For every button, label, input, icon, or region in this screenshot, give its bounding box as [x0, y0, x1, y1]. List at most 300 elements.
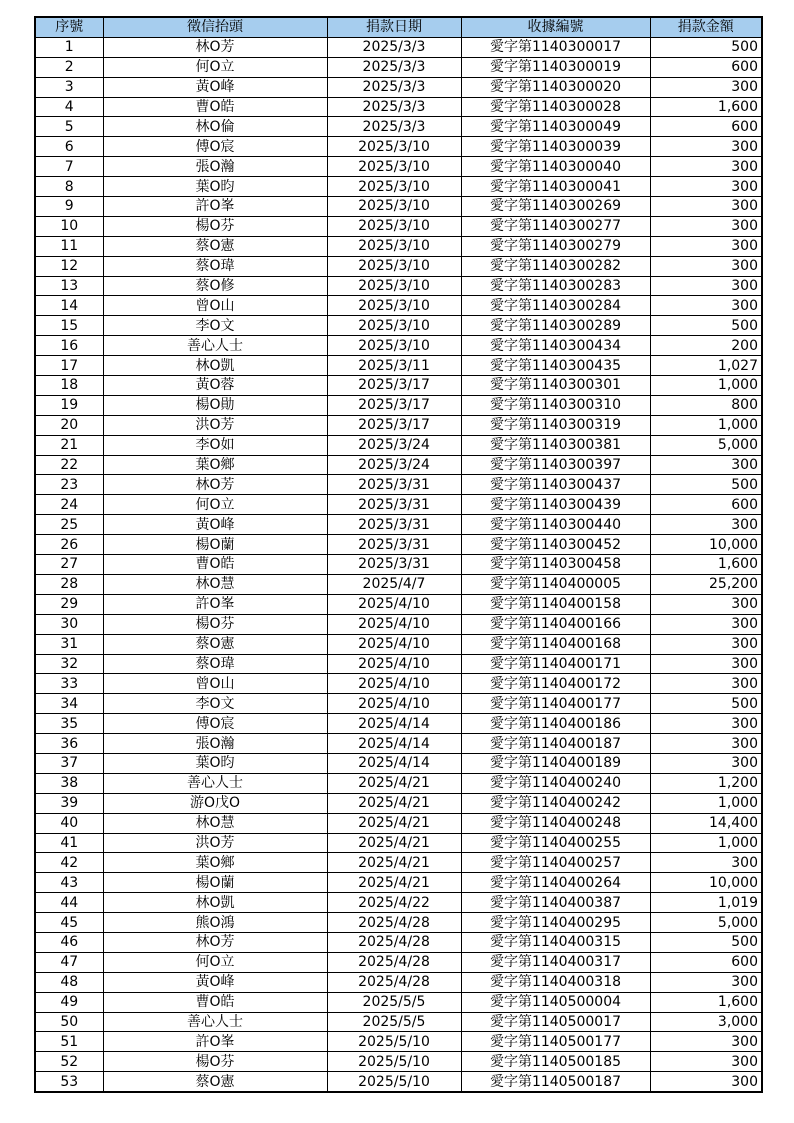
cell-title: 曹O皓 — [103, 992, 327, 1012]
cell-receipt: 愛字第1140400248 — [461, 813, 650, 833]
cell-title: 游O戊O — [103, 793, 327, 813]
cell-title: 楊O蘭 — [103, 873, 327, 893]
cell-amount: 5,000 — [650, 913, 762, 933]
cell-title: 善心人士 — [103, 336, 327, 356]
cell-receipt: 愛字第1140300017 — [461, 37, 650, 57]
cell-title: 許O峯 — [103, 594, 327, 614]
table-row — [35, 654, 762, 674]
cell-date: 2025/5/10 — [327, 1052, 461, 1072]
cell-title: 李O文 — [103, 316, 327, 336]
table-row — [35, 813, 762, 833]
cell-amount: 1,600 — [650, 555, 762, 575]
cell-title: 葉O鄉 — [103, 455, 327, 475]
table-row — [35, 37, 762, 57]
cell-amount: 300 — [650, 972, 762, 992]
cell-date: 2025/4/28 — [327, 932, 461, 952]
cell-index: 36 — [35, 734, 103, 754]
cell-date: 2025/4/21 — [327, 833, 461, 853]
cell-index: 44 — [35, 893, 103, 913]
donation-table — [34, 16, 763, 1093]
table-row — [35, 177, 762, 197]
header-title: 徵信抬頭 — [103, 17, 327, 37]
table-row — [35, 296, 762, 316]
cell-index: 11 — [35, 236, 103, 256]
cell-title: 善心人士 — [103, 1012, 327, 1032]
cell-title: 蔡O憲 — [103, 236, 327, 256]
cell-index: 26 — [35, 535, 103, 555]
table-row — [35, 197, 762, 217]
table-row — [35, 1032, 762, 1052]
cell-index: 27 — [35, 555, 103, 575]
cell-title: 李O文 — [103, 694, 327, 714]
cell-date: 2025/4/28 — [327, 913, 461, 933]
table-row — [35, 1072, 762, 1092]
cell-index: 46 — [35, 932, 103, 952]
cell-index: 50 — [35, 1012, 103, 1032]
cell-date: 2025/4/28 — [327, 972, 461, 992]
cell-date: 2025/3/10 — [327, 177, 461, 197]
cell-title: 蔡O憲 — [103, 1072, 327, 1092]
cell-amount: 500 — [650, 694, 762, 714]
cell-amount: 300 — [650, 157, 762, 177]
cell-title: 黃O峰 — [103, 972, 327, 992]
table-row — [35, 913, 762, 933]
table-row — [35, 694, 762, 714]
cell-date: 2025/5/10 — [327, 1072, 461, 1092]
cell-title: 何O立 — [103, 495, 327, 515]
cell-title: 何O立 — [103, 57, 327, 77]
cell-amount: 1,600 — [650, 992, 762, 1012]
cell-index: 31 — [35, 634, 103, 654]
table-row — [35, 157, 762, 177]
cell-amount: 500 — [650, 37, 762, 57]
cell-index: 24 — [35, 495, 103, 515]
cell-index: 12 — [35, 256, 103, 276]
cell-title: 曾O山 — [103, 296, 327, 316]
cell-receipt: 愛字第1140300277 — [461, 216, 650, 236]
cell-amount: 300 — [650, 236, 762, 256]
cell-date: 2025/5/10 — [327, 1032, 461, 1052]
cell-amount: 600 — [650, 57, 762, 77]
cell-amount: 300 — [650, 77, 762, 97]
cell-receipt: 愛字第1140400166 — [461, 614, 650, 634]
cell-date: 2025/4/21 — [327, 773, 461, 793]
table-row — [35, 972, 762, 992]
cell-title: 傅O宸 — [103, 137, 327, 157]
cell-index: 1 — [35, 37, 103, 57]
cell-date: 2025/3/24 — [327, 455, 461, 475]
cell-receipt: 愛字第1140400240 — [461, 773, 650, 793]
cell-date: 2025/3/10 — [327, 296, 461, 316]
cell-date: 2025/4/10 — [327, 654, 461, 674]
cell-receipt: 愛字第1140300039 — [461, 137, 650, 157]
cell-title: 林O倫 — [103, 117, 327, 137]
cell-title: 林O慧 — [103, 813, 327, 833]
cell-date: 2025/3/10 — [327, 336, 461, 356]
cell-title: 熊O鴻 — [103, 913, 327, 933]
cell-date: 2025/3/3 — [327, 97, 461, 117]
cell-title: 黃O蓉 — [103, 376, 327, 396]
cell-index: 52 — [35, 1052, 103, 1072]
cell-amount: 600 — [650, 495, 762, 515]
cell-title: 黃O峰 — [103, 77, 327, 97]
cell-index: 3 — [35, 77, 103, 97]
cell-amount: 500 — [650, 316, 762, 336]
cell-receipt: 愛字第1140400257 — [461, 853, 650, 873]
cell-title: 蔡O修 — [103, 276, 327, 296]
cell-receipt: 愛字第1140300310 — [461, 395, 650, 415]
cell-amount: 300 — [650, 594, 762, 614]
cell-title: 許O峯 — [103, 197, 327, 217]
cell-amount: 300 — [650, 634, 762, 654]
cell-amount: 14,400 — [650, 813, 762, 833]
cell-date: 2025/3/31 — [327, 555, 461, 575]
table-row — [35, 952, 762, 972]
cell-amount: 300 — [650, 177, 762, 197]
table-row — [35, 535, 762, 555]
table-row — [35, 833, 762, 853]
cell-index: 2 — [35, 57, 103, 77]
cell-date: 2025/4/10 — [327, 674, 461, 694]
cell-receipt: 愛字第1140400387 — [461, 893, 650, 913]
cell-receipt: 愛字第1140300397 — [461, 455, 650, 475]
cell-index: 5 — [35, 117, 103, 137]
cell-index: 49 — [35, 992, 103, 1012]
table-row — [35, 216, 762, 236]
table-row — [35, 475, 762, 495]
cell-date: 2025/3/31 — [327, 515, 461, 535]
cell-receipt: 愛字第1140400005 — [461, 574, 650, 594]
cell-date: 2025/5/5 — [327, 992, 461, 1012]
cell-index: 30 — [35, 614, 103, 634]
cell-title: 林O慧 — [103, 574, 327, 594]
cell-receipt: 愛字第1140300269 — [461, 197, 650, 217]
cell-title: 林O芳 — [103, 932, 327, 952]
cell-receipt: 愛字第1140300458 — [461, 555, 650, 575]
cell-title: 林O凱 — [103, 893, 327, 913]
cell-date: 2025/3/10 — [327, 157, 461, 177]
cell-index: 39 — [35, 793, 103, 813]
cell-title: 黃O峰 — [103, 515, 327, 535]
cell-date: 2025/4/10 — [327, 614, 461, 634]
cell-receipt: 愛字第1140500187 — [461, 1072, 650, 1092]
cell-receipt: 愛字第1140400295 — [461, 913, 650, 933]
header-amount: 捐款金額 — [650, 17, 762, 37]
cell-receipt: 愛字第1140300434 — [461, 336, 650, 356]
cell-title: 林O芳 — [103, 37, 327, 57]
table-row — [35, 674, 762, 694]
cell-title: 張O瀚 — [103, 734, 327, 754]
cell-date: 2025/3/31 — [327, 535, 461, 555]
table-row — [35, 137, 762, 157]
table-row — [35, 574, 762, 594]
cell-index: 18 — [35, 376, 103, 396]
cell-title: 善心人士 — [103, 773, 327, 793]
table-row — [35, 97, 762, 117]
cell-title: 葉O昀 — [103, 753, 327, 773]
cell-title: 蔡O瑋 — [103, 256, 327, 276]
table-row — [35, 1052, 762, 1072]
cell-receipt: 愛字第1140300040 — [461, 157, 650, 177]
table-row — [35, 455, 762, 475]
cell-title: 洪O芳 — [103, 415, 327, 435]
cell-amount: 5,000 — [650, 435, 762, 455]
header-date: 捐款日期 — [327, 17, 461, 37]
cell-receipt: 愛字第1140400187 — [461, 734, 650, 754]
cell-date: 2025/3/10 — [327, 137, 461, 157]
cell-index: 6 — [35, 137, 103, 157]
cell-title: 楊O勛 — [103, 395, 327, 415]
table-row — [35, 336, 762, 356]
cell-receipt: 愛字第1140400168 — [461, 634, 650, 654]
cell-date: 2025/3/17 — [327, 376, 461, 396]
table-row — [35, 495, 762, 515]
cell-title: 曹O皓 — [103, 97, 327, 117]
cell-amount: 1,000 — [650, 376, 762, 396]
table-row — [35, 356, 762, 376]
cell-title: 曾O山 — [103, 674, 327, 694]
table-row — [35, 316, 762, 336]
cell-index: 51 — [35, 1032, 103, 1052]
cell-index: 4 — [35, 97, 103, 117]
cell-index: 10 — [35, 216, 103, 236]
table-row — [35, 515, 762, 535]
cell-date: 2025/3/10 — [327, 236, 461, 256]
cell-receipt: 愛字第1140500004 — [461, 992, 650, 1012]
cell-index: 37 — [35, 753, 103, 773]
cell-index: 25 — [35, 515, 103, 535]
cell-receipt: 愛字第1140400158 — [461, 594, 650, 614]
cell-title: 林O凱 — [103, 356, 327, 376]
cell-date: 2025/4/10 — [327, 694, 461, 714]
cell-amount: 1,600 — [650, 97, 762, 117]
cell-receipt: 愛字第1140300381 — [461, 435, 650, 455]
table-row — [35, 793, 762, 813]
header-receipt: 收據編號 — [461, 17, 650, 37]
cell-index: 23 — [35, 475, 103, 495]
cell-amount: 300 — [650, 714, 762, 734]
cell-amount: 500 — [650, 932, 762, 952]
cell-title: 許O峯 — [103, 1032, 327, 1052]
cell-index: 14 — [35, 296, 103, 316]
cell-amount: 300 — [650, 256, 762, 276]
cell-date: 2025/3/11 — [327, 356, 461, 376]
cell-amount: 300 — [650, 1032, 762, 1052]
cell-amount: 25,200 — [650, 574, 762, 594]
cell-title: 葉O鄉 — [103, 853, 327, 873]
cell-receipt: 愛字第1140300279 — [461, 236, 650, 256]
cell-title: 傅O宸 — [103, 714, 327, 734]
cell-index: 35 — [35, 714, 103, 734]
cell-receipt: 愛字第1140300283 — [461, 276, 650, 296]
table-row — [35, 753, 762, 773]
cell-amount: 300 — [650, 455, 762, 475]
table-row — [35, 395, 762, 415]
cell-amount: 10,000 — [650, 873, 762, 893]
cell-index: 21 — [35, 435, 103, 455]
cell-date: 2025/3/3 — [327, 77, 461, 97]
cell-date: 2025/4/21 — [327, 873, 461, 893]
cell-date: 2025/3/3 — [327, 37, 461, 57]
cell-date: 2025/4/10 — [327, 594, 461, 614]
cell-index: 29 — [35, 594, 103, 614]
table-row — [35, 594, 762, 614]
cell-amount: 1,027 — [650, 356, 762, 376]
table-row — [35, 853, 762, 873]
cell-index: 20 — [35, 415, 103, 435]
cell-index: 22 — [35, 455, 103, 475]
cell-receipt: 愛字第1140400315 — [461, 932, 650, 952]
cell-date: 2025/3/17 — [327, 395, 461, 415]
cell-date: 2025/4/14 — [327, 734, 461, 754]
table-row — [35, 614, 762, 634]
cell-title: 張O瀚 — [103, 157, 327, 177]
cell-amount: 800 — [650, 395, 762, 415]
cell-index: 34 — [35, 694, 103, 714]
donation-sheet — [34, 16, 761, 1093]
cell-amount: 3,000 — [650, 1012, 762, 1032]
table-row — [35, 555, 762, 575]
cell-receipt: 愛字第1140300439 — [461, 495, 650, 515]
cell-amount: 1,000 — [650, 833, 762, 853]
table-row — [35, 117, 762, 137]
cell-index: 8 — [35, 177, 103, 197]
cell-amount: 200 — [650, 336, 762, 356]
cell-date: 2025/3/10 — [327, 256, 461, 276]
cell-title: 林O芳 — [103, 475, 327, 495]
cell-index: 28 — [35, 574, 103, 594]
cell-receipt: 愛字第1140400255 — [461, 833, 650, 853]
table-row — [35, 773, 762, 793]
cell-index: 15 — [35, 316, 103, 336]
table-row — [35, 77, 762, 97]
cell-date: 2025/4/14 — [327, 714, 461, 734]
cell-amount: 300 — [650, 1052, 762, 1072]
cell-date: 2025/3/24 — [327, 435, 461, 455]
cell-amount: 1,019 — [650, 893, 762, 913]
cell-date: 2025/4/10 — [327, 634, 461, 654]
cell-index: 43 — [35, 873, 103, 893]
cell-receipt: 愛字第1140300289 — [461, 316, 650, 336]
cell-index: 45 — [35, 913, 103, 933]
cell-date: 2025/3/17 — [327, 415, 461, 435]
cell-receipt: 愛字第1140300284 — [461, 296, 650, 316]
cell-date: 2025/4/21 — [327, 813, 461, 833]
header-row — [35, 17, 762, 37]
cell-index: 16 — [35, 336, 103, 356]
cell-date: 2025/3/3 — [327, 57, 461, 77]
cell-receipt: 愛字第1140400318 — [461, 972, 650, 992]
cell-receipt: 愛字第1140300282 — [461, 256, 650, 276]
table-row — [35, 893, 762, 913]
cell-date: 2025/3/10 — [327, 216, 461, 236]
table-row — [35, 435, 762, 455]
cell-amount: 1,000 — [650, 415, 762, 435]
cell-date: 2025/3/31 — [327, 475, 461, 495]
cell-receipt: 愛字第1140300020 — [461, 77, 650, 97]
cell-date: 2025/3/10 — [327, 197, 461, 217]
cell-date: 2025/3/3 — [327, 117, 461, 137]
table-row — [35, 734, 762, 754]
cell-receipt: 愛字第1140400317 — [461, 952, 650, 972]
cell-receipt: 愛字第1140300049 — [461, 117, 650, 137]
table-row — [35, 415, 762, 435]
cell-amount: 300 — [650, 216, 762, 236]
cell-index: 17 — [35, 356, 103, 376]
cell-date: 2025/3/10 — [327, 316, 461, 336]
cell-index: 7 — [35, 157, 103, 177]
cell-amount: 300 — [650, 276, 762, 296]
cell-amount: 300 — [650, 1072, 762, 1092]
cell-date: 2025/4/21 — [327, 793, 461, 813]
cell-amount: 600 — [650, 117, 762, 137]
cell-title: 楊O蘭 — [103, 535, 327, 555]
table-row — [35, 634, 762, 654]
cell-amount: 1,200 — [650, 773, 762, 793]
cell-amount: 300 — [650, 734, 762, 754]
cell-receipt: 愛字第1140300019 — [461, 57, 650, 77]
cell-amount: 300 — [650, 137, 762, 157]
cell-amount: 300 — [650, 614, 762, 634]
cell-date: 2025/4/22 — [327, 893, 461, 913]
cell-title: 楊O芬 — [103, 1052, 327, 1072]
cell-index: 38 — [35, 773, 103, 793]
table-row — [35, 932, 762, 952]
cell-receipt: 愛字第1140300437 — [461, 475, 650, 495]
cell-index: 32 — [35, 654, 103, 674]
cell-date: 2025/4/7 — [327, 574, 461, 594]
cell-title: 洪O芳 — [103, 833, 327, 853]
cell-receipt: 愛字第1140300440 — [461, 515, 650, 535]
cell-title: 葉O昀 — [103, 177, 327, 197]
table-row — [35, 376, 762, 396]
cell-receipt: 愛字第1140400186 — [461, 714, 650, 734]
cell-receipt: 愛字第1140300319 — [461, 415, 650, 435]
table-row — [35, 714, 762, 734]
cell-date: 2025/4/14 — [327, 753, 461, 773]
cell-receipt: 愛字第1140400189 — [461, 753, 650, 773]
cell-title: 曹O皓 — [103, 555, 327, 575]
header-index: 序號 — [35, 17, 103, 37]
cell-receipt: 愛字第1140500177 — [461, 1032, 650, 1052]
cell-receipt: 愛字第1140500185 — [461, 1052, 650, 1072]
cell-receipt: 愛字第1140300041 — [461, 177, 650, 197]
cell-receipt: 愛字第1140500017 — [461, 1012, 650, 1032]
cell-date: 2025/4/21 — [327, 853, 461, 873]
table-row — [35, 1012, 762, 1032]
cell-index: 48 — [35, 972, 103, 992]
cell-date: 2025/3/10 — [327, 276, 461, 296]
cell-receipt: 愛字第1140300028 — [461, 97, 650, 117]
cell-title: 何O立 — [103, 952, 327, 972]
cell-title: 楊O芬 — [103, 614, 327, 634]
cell-index: 33 — [35, 674, 103, 694]
cell-index: 9 — [35, 197, 103, 217]
cell-receipt: 愛字第1140400242 — [461, 793, 650, 813]
cell-receipt: 愛字第1140300301 — [461, 376, 650, 396]
cell-index: 40 — [35, 813, 103, 833]
table-body — [35, 37, 762, 1092]
cell-receipt: 愛字第1140300435 — [461, 356, 650, 376]
cell-amount: 1,000 — [650, 793, 762, 813]
cell-receipt: 愛字第1140400172 — [461, 674, 650, 694]
cell-index: 42 — [35, 853, 103, 873]
table-row — [35, 992, 762, 1012]
cell-title: 蔡O瑋 — [103, 654, 327, 674]
cell-amount: 300 — [650, 674, 762, 694]
cell-receipt: 愛字第1140400177 — [461, 694, 650, 714]
cell-title: 楊O芬 — [103, 216, 327, 236]
